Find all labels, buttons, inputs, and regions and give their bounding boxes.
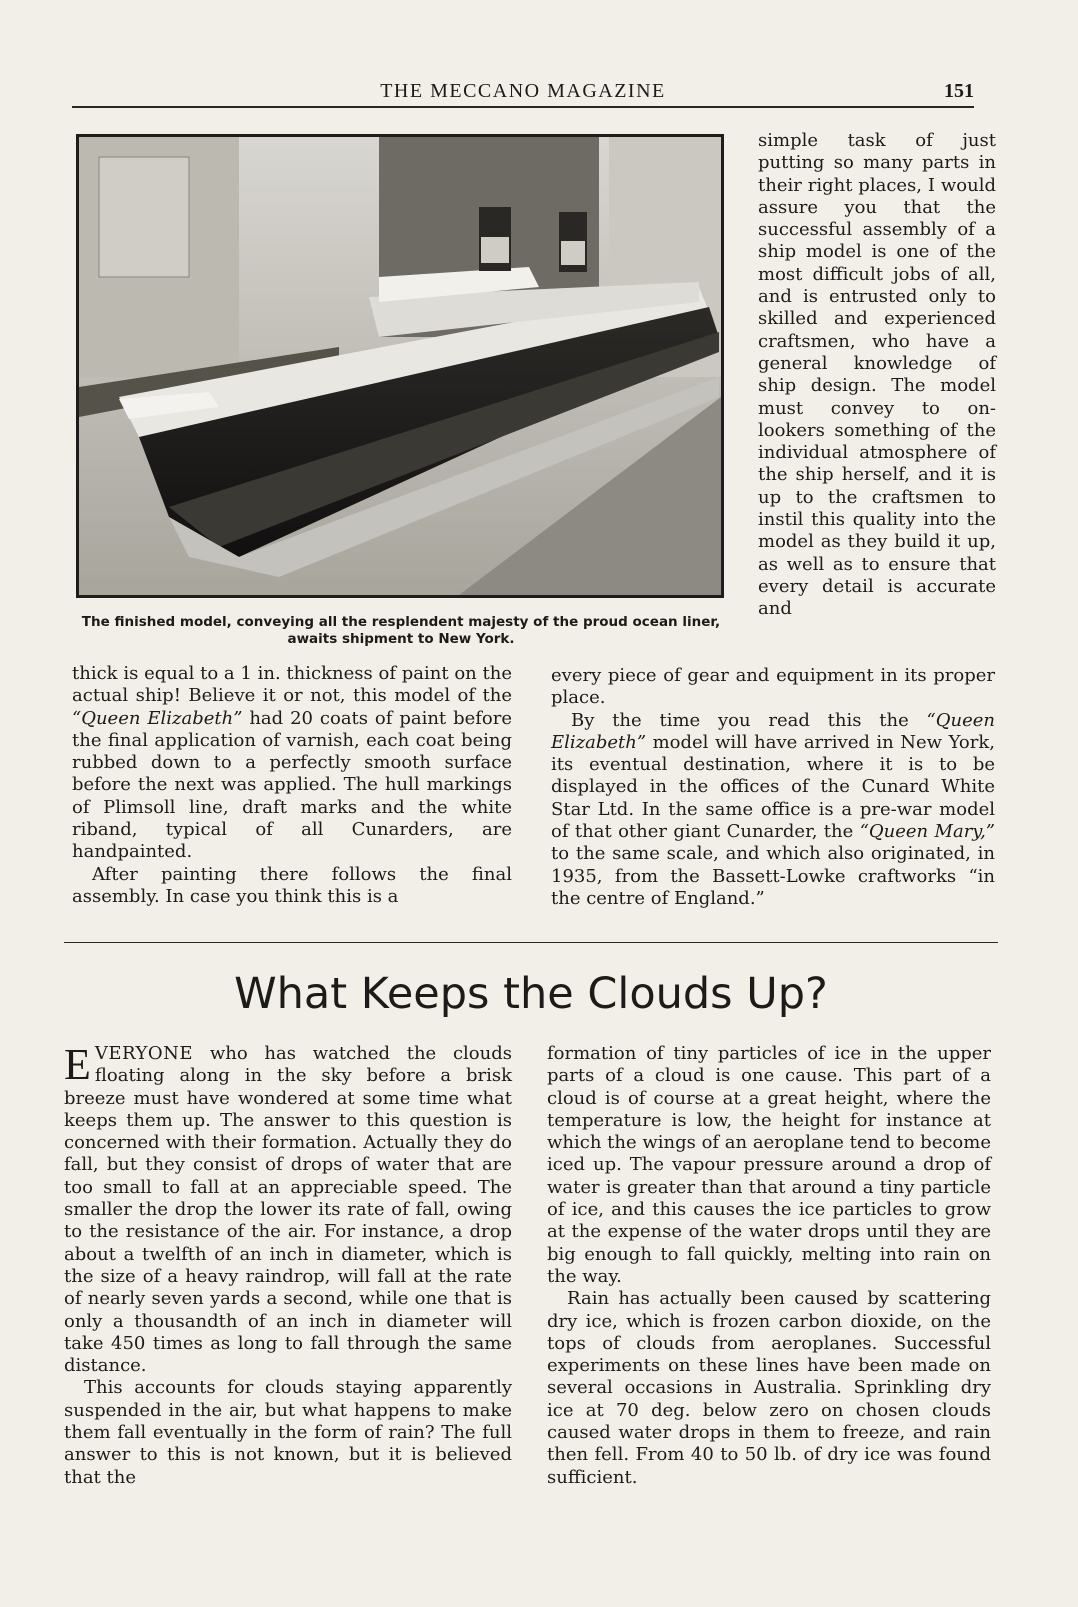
- drop-cap: E: [64, 1040, 91, 1089]
- article1-paragraph: After painting there follows the final assembly. In case you think this is a: [72, 863, 512, 907]
- article2-paragraph: Rain has actually been caused by scattering dry ice, which is frozen carbon dioxide, on the tops of clouds from aeroplanes. Successful experiments on these lines have been made on several occasions in Australia. Sprinkling dry ice at 70 deg. below zero on chosen clouds caused water drops in them to freeze, and rain then fell. From 40 to 50 lb. of dry ice was found sufficient.: [547, 1288, 991, 1488]
- ship-model-photo-icon: [79, 137, 721, 595]
- photo-caption: The finished model, conveying all the resplendent majesty of the proud ocean liner, awaits shipment to New York.: [81, 614, 721, 647]
- magazine-title: THE MECCANO MAGAZINE: [380, 80, 666, 102]
- article1-paragraph: simple task of just putting so many parts in their right places, I would assure you that the successful assembly of a ship model is one of the most difficult jobs of all, and is entrusted only to skilled and experienced craftsmen, who have a general knowledge of ship design. The model must convey to on-lookers something of the individual atmosphere of the ship herself, and it is up to the craftsmen to instil this quality into the model as they build it up, as well as to ensure that every detail is accurate and: [758, 130, 996, 620]
- article1-paragraph: [551, 710, 995, 911]
- ship-name: “Queen Elizabeth”: [72, 707, 243, 729]
- page-header: [72, 80, 974, 108]
- article1-column-right: [551, 665, 995, 910]
- text-run: model will have arrived in New York, its eventual destination, where it is to be displayed in the offices of the Cunard White Star Ltd. In the same office is a pre-war model of that other giant Cunarder, the: [551, 731, 995, 843]
- article2-paragraph: formation of tiny particles of ice in the upper parts of a cloud is one cause. This part of a cloud is of course at a great height, where the temperature is low, the height for instance at which the wings of an aeroplane tend to become iced up. The vapour pressure around a drop of water is greater than that around a tiny particle of ice, and this causes the ice particles to grow at the expense of the water drops until they are big enough to fall quickly, melting into rain on the way.: [547, 1043, 991, 1287]
- article1-paragraph: every piece of gear and equipment in its proper place.: [551, 665, 995, 709]
- section-divider: [64, 942, 998, 943]
- article2-paragraph: [64, 1040, 512, 1377]
- text-run: who has watched the clouds floating along in the sky before a brisk breeze must have wondered at some time what keeps them up. The answer to this question is concerned with their formation. Actually they do fall, but they consist of drops of water that are too small to fall at an appreciable speed. The smaller the drop the lower its rate of fall, owing to the resistance of the air. For instance, a drop about a twelfth of an inch in diameter, which is the size of a heavy raindrop, will fall at the rate of nearly seven yards a second, while one that is only a thousandth of an inch in diameter will take 450 times as long to fall through the same distance.: [64, 1043, 512, 1377]
- article-title: What Keeps the Clouds Up?: [234, 969, 828, 1019]
- text-run: By the time you read this the: [571, 709, 927, 731]
- page-number: 151: [944, 80, 974, 102]
- ship-model-photo: [76, 134, 724, 598]
- article2-paragraph: This accounts for clouds staying apparently suspended in the air, but what happens to make them fall eventually in the form of rain? The full answer to this is not known, but it is believed that the: [64, 1377, 512, 1488]
- ship-name: “Queen Elizabeth”: [551, 709, 995, 753]
- article2-column-left: [64, 1040, 512, 1489]
- first-word: VERYONE: [94, 1043, 194, 1064]
- article1-column-right-top: [758, 130, 996, 621]
- text-run: had 20 coats of paint before the final application of varnish, each coat being rubbed down to a perfectly smooth surface before the next was applied. The hull markings of Plimsoll line, draft marks and the white riband, typical of all Cunarders, are handpainted.: [72, 707, 513, 863]
- text-run: to the same scale, and which also originated, in 1935, from the Bassett-Lowke craftworks “in the centre of England.”: [551, 843, 995, 909]
- article1-column-left: [72, 663, 512, 908]
- article1-paragraph: [72, 663, 512, 864]
- article2-column-right: [547, 1043, 991, 1489]
- text-run: thick is equal to a 1 in. thickness of paint on the actual ship! Believe it or not, this model of the: [72, 663, 512, 707]
- ship-name: “Queen Mary,”: [859, 821, 995, 843]
